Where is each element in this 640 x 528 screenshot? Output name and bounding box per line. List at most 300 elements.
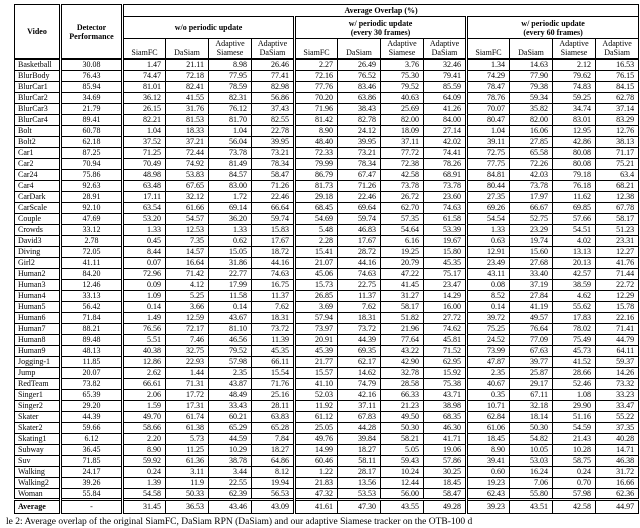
cell-overlap-value: 62.39 (209, 488, 252, 499)
cell-overlap-value: 23.60 (424, 191, 467, 202)
cell-overlap-value: 81.53 (166, 114, 209, 125)
cell-overlap-value: 3.11 (166, 466, 209, 477)
cell-overlap-value: 16.75 (252, 279, 295, 290)
cell-overlap-value: 12.59 (166, 312, 209, 323)
cell-overlap-value: 71.41 (596, 323, 639, 334)
cell-overlap-value: 21.96 (381, 323, 424, 334)
cell-overlap-value: 60.46 (295, 455, 338, 466)
cell-detector-performance: 73.82 (61, 378, 123, 389)
cell-overlap-value: 39.11 (467, 136, 510, 147)
cell-overlap-value: 4.12 (166, 279, 209, 290)
cell-overlap-value: 47.87 (467, 356, 510, 367)
cell-overlap-value: 64.11 (596, 345, 639, 356)
cell-overlap-value: 64.09 (424, 92, 467, 103)
cell-detector-performance: 41.11 (61, 257, 123, 268)
cell-overlap-value: 46.38 (596, 455, 639, 466)
cell-overlap-value: 41.61 (295, 499, 338, 513)
cell-overlap-value: 74.79 (338, 378, 381, 389)
cell-overlap-value: 44.16 (338, 257, 381, 268)
cell-overlap-value: 15.92 (424, 367, 467, 378)
cell-overlap-value: 78.47 (467, 81, 510, 92)
cell-overlap-value: 50.30 (381, 422, 424, 433)
cell-overlap-value: 44.39 (338, 334, 381, 345)
cell-overlap-value: 83.46 (338, 81, 381, 92)
cell-overlap-value: 38.78 (209, 455, 252, 466)
cell-overlap-value: 51.23 (596, 224, 639, 235)
group-header-periodic-30 (295, 17, 467, 39)
cell-overlap-value: 14.29 (424, 290, 467, 301)
cell-overlap-value: 11.9 (166, 477, 209, 488)
table-row (15, 257, 639, 268)
cell-overlap-value: 8.98 (209, 59, 252, 70)
cell-overlap-value: 54.59 (553, 422, 596, 433)
cell-overlap-value: 74.83 (553, 81, 596, 92)
table-row (15, 235, 639, 246)
cell-overlap-value: 67.47 (338, 169, 381, 180)
cell-overlap-value: 47.30 (338, 499, 381, 513)
table-row (15, 158, 639, 169)
group-label: w/ periodic update (521, 18, 585, 28)
cell-video-name: Jump (15, 367, 61, 378)
cell-overlap-value: 19.25 (381, 246, 424, 257)
table-row (15, 455, 639, 466)
cell-overlap-value: 17.67 (252, 235, 295, 246)
cell-overlap-value: 1.08 (553, 389, 596, 400)
cell-video-name: Crowds (15, 224, 61, 235)
cell-overlap-value: 10.28 (553, 444, 596, 455)
cell-overlap-value: 75.49 (553, 334, 596, 345)
cell-overlap-value: 80.08 (553, 158, 596, 169)
cell-overlap-value: 22.78 (252, 125, 295, 136)
cell-detector-performance: 89.48 (61, 334, 123, 345)
cell-overlap-value: 43.22 (381, 345, 424, 356)
cell-overlap-value: 53.03 (510, 455, 553, 466)
cell-overlap-value: 64.86 (252, 455, 295, 466)
cell-overlap-value: 72.17 (166, 323, 209, 334)
table-row (15, 70, 639, 81)
cell-overlap-value: 62.84 (467, 411, 510, 422)
cell-overlap-value: 33.47 (596, 400, 639, 411)
cell-overlap-value: 79.18 (553, 169, 596, 180)
header-title-row (15, 5, 639, 17)
table-row (15, 169, 639, 180)
cell-overlap-value: 28.72 (338, 246, 381, 257)
cell-overlap-value: 2.28 (295, 235, 338, 246)
cell-video-name: CarScale (15, 202, 61, 213)
group-label: w/o periodic update (174, 23, 243, 32)
table-row (15, 92, 639, 103)
cell-overlap-value: 8.90 (123, 444, 166, 455)
cell-video-name: Skater2 (15, 422, 61, 433)
cell-overlap-value: 17.97 (510, 191, 553, 202)
cell-overlap-value: 26.49 (338, 59, 381, 70)
cell-overlap-value: 19.23 (467, 477, 510, 488)
table-row (15, 477, 639, 488)
cell-overlap-value: 57.35 (381, 213, 424, 224)
cell-overlap-value: 78.76 (467, 92, 510, 103)
cell-overlap-value: 83.01 (553, 114, 596, 125)
cell-overlap-value: 71.76 (252, 378, 295, 389)
cell-overlap-value: 83.00 (209, 180, 252, 191)
cell-overlap-value: 15.57 (295, 367, 338, 378)
cell-overlap-value: 14.57 (166, 246, 209, 257)
cell-overlap-value: 1.09 (123, 290, 166, 301)
group-sublabel: (every 60 frames) (523, 27, 583, 37)
cell-detector-performance: 33.12 (61, 224, 123, 235)
cell-overlap-value: 42.86 (553, 136, 596, 147)
cell-video-name: Skater (15, 411, 61, 422)
cell-overlap-value: 22.55 (209, 477, 252, 488)
cell-detector-performance: 71.84 (61, 312, 123, 323)
cell-overlap-value: 69.26 (467, 202, 510, 213)
cell-overlap-value: 47.22 (381, 268, 424, 279)
cell-overlap-value: 59.74 (338, 213, 381, 224)
cell-overlap-value: 63.83 (252, 411, 295, 422)
cell-overlap-value: 0.35 (467, 389, 510, 400)
cell-overlap-value: 49.28 (424, 499, 467, 513)
table-row (15, 224, 639, 235)
cell-video-name: Walking (15, 466, 61, 477)
cell-overlap-value: 39.72 (467, 312, 510, 323)
cell-detector-performance: 33.13 (61, 290, 123, 301)
table-row (15, 81, 639, 92)
cell-overlap-value: 59.92 (123, 455, 166, 466)
cell-overlap-value: 12.86 (123, 356, 166, 367)
table-row (15, 444, 639, 455)
table-row (15, 433, 639, 444)
table-row (15, 411, 639, 422)
cell-overlap-value: 77.72 (381, 147, 424, 158)
cell-overlap-value: 31.72 (596, 466, 639, 477)
cell-overlap-value: 73.78 (424, 180, 467, 191)
cell-overlap-value: 81.42 (295, 114, 338, 125)
cell-overlap-value: 58.47 (252, 169, 295, 180)
cell-detector-performance: 92.10 (61, 202, 123, 213)
table-row (15, 202, 639, 213)
cell-overlap-value: 41.71 (424, 433, 467, 444)
cell-overlap-value: 15.78 (596, 301, 639, 312)
cell-overlap-value: 49.70 (123, 411, 166, 422)
cell-overlap-value: 54.82 (510, 433, 553, 444)
cell-overlap-value: 14.99 (295, 444, 338, 455)
cell-overlap-value: 27.72 (424, 312, 467, 323)
table-row (15, 301, 639, 312)
cell-overlap-value: 25.69 (381, 103, 424, 114)
cell-overlap-value: 8.52 (467, 290, 510, 301)
cell-overlap-value: 17.72 (166, 389, 209, 400)
cell-overlap-value: 68.35 (424, 411, 467, 422)
cell-detector-performance: 2.78 (61, 235, 123, 246)
cell-overlap-value: 78.26 (424, 158, 467, 169)
cell-overlap-value: 1.22 (295, 466, 338, 477)
cell-detector-performance: 84.20 (61, 268, 123, 279)
cell-overlap-value: 19.67 (424, 235, 467, 246)
cell-overlap-value: 75.30 (381, 70, 424, 81)
cell-overlap-value: 62.17 (338, 356, 381, 367)
average-row (15, 499, 639, 513)
subcolumn-header-adaptive-siamese: Adaptive Siamese (209, 39, 252, 60)
cell-video-name: Singer1 (15, 389, 61, 400)
cell-overlap-value: 80.47 (467, 114, 510, 125)
cell-overlap-value: 1.04 (209, 125, 252, 136)
cell-overlap-value: 53.39 (424, 224, 467, 235)
cell-detector-performance: 44.39 (61, 411, 123, 422)
cell-overlap-value: 86.79 (295, 169, 338, 180)
cell-overlap-value: 0.07 (123, 257, 166, 268)
cell-overlap-value: 82.41 (166, 81, 209, 92)
cell-overlap-value: 73.32 (596, 378, 639, 389)
cell-video-name: Couple (15, 213, 61, 224)
cell-overlap-value: 77.09 (510, 334, 553, 345)
cell-overlap-value: 56.00 (381, 488, 424, 499)
cell-overlap-value: 45.73 (553, 345, 596, 356)
results-table-wrapper (14, 4, 638, 514)
cell-overlap-value: 7.62 (252, 301, 295, 312)
cell-overlap-value: 45.35 (252, 345, 295, 356)
subcolumn-header-siamfc: SiamFC (123, 39, 166, 60)
cell-overlap-value: 78.34 (338, 158, 381, 169)
cell-overlap-value: 63.54 (123, 202, 166, 213)
cell-overlap-value: 56.04 (209, 136, 252, 147)
cell-overlap-value: 80.44 (467, 180, 510, 191)
cell-overlap-value: 73.72 (338, 323, 381, 334)
cell-overlap-value: 41.52 (553, 356, 596, 367)
cell-overlap-value: 0.24 (553, 466, 596, 477)
cell-detector-performance: 34.69 (61, 92, 123, 103)
cell-overlap-value: 0.63 (467, 235, 510, 246)
cell-overlap-value: 61.12 (295, 411, 338, 422)
cell-detector-performance: 21.79 (61, 103, 123, 114)
cell-overlap-value: 74.92 (166, 158, 209, 169)
cell-overlap-value: 12.91 (467, 246, 510, 257)
cell-video-name: Woman (15, 488, 61, 499)
cell-overlap-value: 74.62 (424, 323, 467, 334)
cell-overlap-value: 32.78 (381, 367, 424, 378)
table-row (15, 378, 639, 389)
cell-overlap-value: 82.98 (252, 81, 295, 92)
cell-overlap-value: 10.24 (381, 466, 424, 477)
cell-overlap-value: 5.48 (295, 224, 338, 235)
cell-overlap-value: 32.18 (510, 400, 553, 411)
cell-overlap-value: 34.74 (553, 103, 596, 114)
cell-overlap-value: 17.31 (166, 400, 209, 411)
table-row (15, 345, 639, 356)
cell-overlap-value: 25.05 (295, 422, 338, 433)
cell-overlap-value: 22.16 (596, 312, 639, 323)
cell-overlap-value: 69.14 (209, 202, 252, 213)
cell-overlap-value: 39.95 (338, 136, 381, 147)
cell-overlap-value: 43.87 (209, 378, 252, 389)
cell-overlap-value: 39.41 (467, 455, 510, 466)
cell-overlap-value: 79.38 (510, 81, 553, 92)
cell-video-name: BlurCar2 (15, 92, 61, 103)
table-row (15, 400, 639, 411)
cell-overlap-value: 11.37 (338, 290, 381, 301)
cell-video-name: Walking2 (15, 477, 61, 488)
cell-overlap-value: 74.41 (424, 147, 467, 158)
cell-overlap-value: 49.50 (381, 411, 424, 422)
cell-overlap-value: 37.52 (123, 136, 166, 147)
cell-overlap-value: 37.11 (381, 136, 424, 147)
cell-overlap-value: 63.4 (596, 169, 639, 180)
cell-video-name: David3 (15, 235, 61, 246)
subcolumn-header-dasiam: DaSiam (338, 39, 381, 60)
cell-overlap-value: 43.67 (209, 312, 252, 323)
cell-detector-performance: 55.84 (61, 488, 123, 499)
cell-overlap-value: 61.58 (424, 213, 467, 224)
cell-overlap-value: 41.19 (510, 301, 553, 312)
cell-overlap-value: 81.10 (209, 323, 252, 334)
cell-overlap-value: 44.28 (338, 422, 381, 433)
cell-overlap-value: 15.41 (295, 246, 338, 257)
cell-overlap-value: 67.63 (510, 345, 553, 356)
cell-overlap-value: 1.49 (123, 312, 166, 323)
cell-overlap-value: 57.98 (553, 488, 596, 499)
cell-overlap-value: 42.58 (553, 499, 596, 513)
table-row (15, 334, 639, 345)
cell-overlap-value: 33.43 (209, 400, 252, 411)
cell-video-name: BlurCar3 (15, 103, 61, 114)
cell-overlap-value: 42.57 (553, 268, 596, 279)
cell-overlap-value: 71.31 (166, 378, 209, 389)
cell-overlap-value: 46.30 (424, 422, 467, 433)
table-title-average-overlap: Average Overlap (%) (123, 5, 639, 17)
cell-overlap-value: 10.29 (209, 444, 252, 455)
cell-detector-performance: 6.12 (61, 433, 123, 444)
cell-overlap-value: 36.12 (123, 92, 166, 103)
cell-overlap-value: 65.58 (510, 147, 553, 158)
cell-overlap-value: 82.00 (510, 114, 553, 125)
cell-overlap-value: 2.35 (209, 367, 252, 378)
cell-overlap-value: 0.45 (123, 235, 166, 246)
cell-overlap-value: 7.46 (166, 334, 209, 345)
cell-overlap-value: 49.57 (510, 312, 553, 323)
cell-overlap-value: 81.73 (295, 180, 338, 191)
cell-overlap-value: 78.34 (252, 158, 295, 169)
table-row (15, 323, 639, 334)
cell-overlap-value: 58.17 (596, 213, 639, 224)
cell-overlap-value: 76.18 (553, 180, 596, 191)
cell-overlap-value: 18.14 (510, 411, 553, 422)
table-row (15, 147, 639, 158)
cell-overlap-value: 11.25 (166, 444, 209, 455)
cell-video-name: Human5 (15, 301, 61, 312)
cell-overlap-value: 1.33 (209, 224, 252, 235)
cell-detector-performance: 30.08 (61, 59, 123, 70)
cell-overlap-value: 4.62 (553, 290, 596, 301)
cell-overlap-value: 2.27 (295, 59, 338, 70)
cell-overlap-value: 18.09 (381, 125, 424, 136)
cell-overlap-value: 37.19 (510, 279, 553, 290)
cell-overlap-value: 79.52 (381, 81, 424, 92)
cell-overlap-value: 29.17 (510, 378, 553, 389)
cell-overlap-value: 14.63 (510, 59, 553, 70)
cell-detector-performance: 87.25 (61, 147, 123, 158)
cell-overlap-value: 44.16 (252, 257, 295, 268)
cell-overlap-value: 74.63 (252, 268, 295, 279)
subcolumn-header-siamfc: SiamFC (467, 39, 510, 60)
cell-overlap-value: 15.05 (209, 246, 252, 257)
cell-overlap-value: 57.98 (209, 356, 252, 367)
group-sublabel: (every 30 frames) (350, 27, 411, 37)
cell-overlap-value: 0.14 (467, 301, 510, 312)
cell-overlap-value: 54.69 (295, 213, 338, 224)
cell-overlap-value: 3.69 (295, 301, 338, 312)
cell-overlap-value: 84.81 (467, 169, 510, 180)
cell-overlap-value: 66.11 (252, 356, 295, 367)
cell-detector-performance: 48.13 (61, 345, 123, 356)
cell-overlap-value: 20.13 (553, 257, 596, 268)
cell-overlap-value: 18.27 (338, 444, 381, 455)
cell-video-name: Human7 (15, 323, 61, 334)
cell-overlap-value: 79.41 (424, 70, 467, 81)
table-row (15, 356, 639, 367)
cell-overlap-value: 33.23 (596, 389, 639, 400)
cell-overlap-value: 73.78 (510, 180, 553, 191)
cell-overlap-value: 20.79 (381, 257, 424, 268)
cell-detector-performance: 24.17 (61, 466, 123, 477)
cell-overlap-value: 27.35 (467, 191, 510, 202)
cell-overlap-value: 28.11 (252, 400, 295, 411)
cell-overlap-value: 71.96 (295, 103, 338, 114)
cell-overlap-value: 77.41 (252, 70, 295, 81)
cell-overlap-value: 84.57 (209, 169, 252, 180)
cell-overlap-value: 77.75 (467, 158, 510, 169)
cell-overlap-value: 71.25 (123, 147, 166, 158)
cell-video-name: Subway (15, 444, 61, 455)
cell-overlap-value: 2.35 (467, 367, 510, 378)
cell-video-name: Human6 (15, 312, 61, 323)
cell-overlap-value: 36.53 (166, 499, 209, 513)
cell-overlap-value: 72.38 (381, 158, 424, 169)
cell-overlap-value: 70.07 (467, 103, 510, 114)
cell-detector-performance: 47.69 (61, 213, 123, 224)
cell-overlap-value: 20.91 (295, 334, 338, 345)
cell-overlap-value: 25.87 (510, 367, 553, 378)
cell-video-name: CarDark (15, 191, 61, 202)
cell-overlap-value: 53.53 (338, 488, 381, 499)
cell-overlap-value: 8.12 (252, 466, 295, 477)
cell-overlap-value: 7.06 (510, 477, 553, 488)
cell-overlap-value: 41.76 (596, 257, 639, 268)
cell-overlap-value: 54.64 (381, 224, 424, 235)
cell-overlap-value: 24.12 (338, 125, 381, 136)
cell-overlap-value: 22.77 (209, 268, 252, 279)
cell-overlap-value: 14.26 (596, 367, 639, 378)
col-header-video: Video (15, 5, 61, 60)
cell-overlap-value: 3.44 (209, 466, 252, 477)
subcolumn-header-adaptive-siamese: Adaptive Siamese (553, 39, 596, 60)
cell-overlap-value: 17.11 (123, 191, 166, 202)
cell-overlap-value: 13.56 (338, 477, 381, 488)
cell-overlap-value: 70.49 (123, 158, 166, 169)
cell-overlap-value: 71.44 (596, 268, 639, 279)
cell-overlap-value: 74.47 (123, 70, 166, 81)
cell-overlap-value: 5.05 (381, 444, 424, 455)
cell-overlap-value: 60.21 (209, 411, 252, 422)
cell-overlap-value: 14.62 (338, 367, 381, 378)
cell-video-name: Singer2 (15, 400, 61, 411)
cell-overlap-value: 50.30 (510, 422, 553, 433)
cell-overlap-value: 0.70 (553, 477, 596, 488)
cell-overlap-value: 18.33 (166, 125, 209, 136)
cell-overlap-value: 84.15 (596, 81, 639, 92)
cell-overlap-value: 70.20 (295, 92, 338, 103)
cell-overlap-value: 42.16 (338, 389, 381, 400)
cell-detector-performance: 71.85 (61, 455, 123, 466)
cell-overlap-value: 57.86 (424, 455, 467, 466)
table-row (15, 367, 639, 378)
